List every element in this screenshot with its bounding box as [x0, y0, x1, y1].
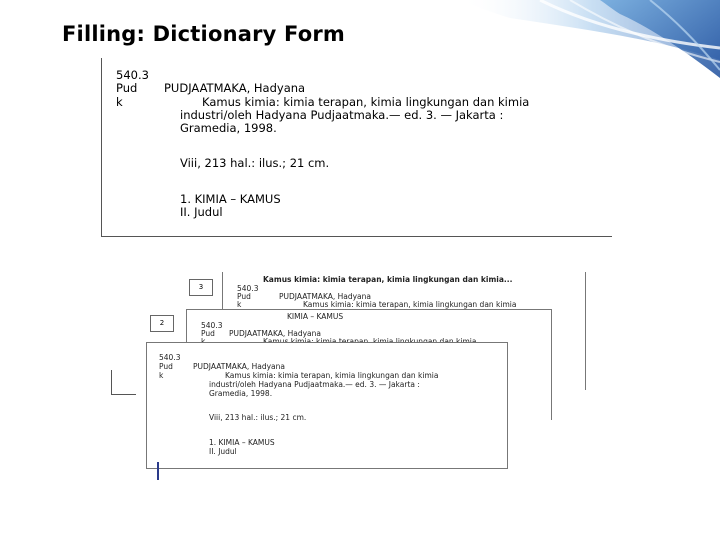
- tracing-line-2: II. Judul: [180, 205, 223, 219]
- card3-call-2: Pud: [237, 292, 251, 301]
- card1-call-3: k: [159, 371, 164, 380]
- card3-author: PUDJAATMAKA, Hadyana: [279, 292, 372, 301]
- card2-author: PUDJAATMAKA, Hadyana: [229, 329, 322, 338]
- catalog-card-main-entry: [146, 342, 508, 469]
- card-stack-bracket: [111, 370, 136, 395]
- card-heading-subject: KIMIA – KAMUS: [287, 312, 344, 321]
- call-number-line-2: Pud: [116, 81, 138, 95]
- card1-title-line-1: Kamus kimia: kimia terapan, kimia lingkungan dan kimia: [225, 371, 439, 380]
- card2-call-2: Pud: [201, 329, 215, 338]
- tracing-line-1: 1. KIMIA – KAMUS: [180, 192, 281, 206]
- card1-title-line-2: industri/oleh Hadyana Pudjaatmaka.— ed. 3. — Jakarta :: [209, 380, 420, 389]
- card1-collation: Viii, 213 hal.: ilus.; 21 cm.: [209, 413, 307, 422]
- title-statement-line-3: Gramedia, 1998.: [180, 121, 277, 135]
- card1-call-1: 540.3: [159, 353, 181, 362]
- main-catalog-card: [101, 58, 612, 237]
- collation-line: Viii, 213 hal.: ilus.; 21 cm.: [180, 156, 330, 170]
- card3-body: Kamus kimia: kimia terapan, kimia lingkungan dan kimia: [303, 300, 517, 309]
- card1-call-2: Pud: [159, 362, 173, 371]
- call-number-line-1: 540.3: [116, 68, 149, 82]
- title-statement-line-2: industri/oleh Hadyana Pudjaatmaka.— ed. 3. — Jakarta :: [180, 108, 504, 122]
- card2-call-1: 540.3: [201, 321, 223, 330]
- card-number-3: 3: [189, 279, 213, 296]
- card-heading-title: Kamus kimia: kimia terapan, kimia lingkungan dan kimia...: [263, 275, 513, 284]
- card-marker-line: [157, 462, 159, 480]
- main-entry-author: PUDJAATMAKA, Hadyana: [164, 81, 306, 95]
- card3-call-3: k: [237, 300, 242, 309]
- card1-author: PUDJAATMAKA, Hadyana: [193, 362, 286, 371]
- title-statement-line-1: Kamus kimia: kimia terapan, kimia lingkungan dan kimia: [202, 95, 530, 109]
- card1-tracing-2: II. Judul: [209, 447, 237, 456]
- card1-title-line-3: Gramedia, 1998.: [209, 389, 273, 398]
- call-number-line-3: k: [116, 95, 123, 109]
- slide-title: Filling: Dictionary Form: [62, 22, 346, 46]
- card3-call-1: 540.3: [237, 284, 259, 293]
- card-number-2: 2: [150, 315, 174, 332]
- card1-tracing-1: 1. KIMIA – KAMUS: [209, 438, 275, 447]
